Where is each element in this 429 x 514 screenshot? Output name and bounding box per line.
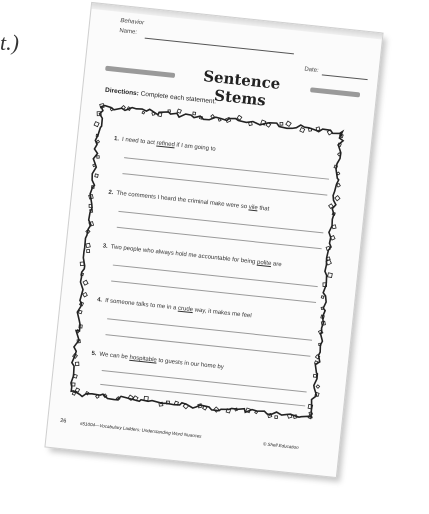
frame-doodle [144,396,148,400]
frame-doodle [249,122,253,126]
frame-doodle [94,122,99,127]
frame-doodle [83,280,88,285]
category-label: Behavior [120,18,145,27]
date-label: Date: [304,66,319,74]
vocab-word: vile [248,204,258,212]
frame-doodle [93,164,96,167]
frame-doodle [97,140,100,143]
frame-doodle [319,343,321,345]
item-text-after: are [270,261,282,269]
frame-doodle [95,174,98,177]
vocab-word: refined [156,140,176,149]
name-blank-line [145,38,294,55]
frame-doodle [193,112,196,115]
frame-doodle [159,402,163,406]
frame-doodle [73,374,77,378]
frame-doodle [313,374,316,377]
item-text-before: Two people who always hold me accountable for being [110,244,258,266]
item-number: 1. [113,136,120,143]
name-label: Name: [119,27,138,36]
directions-text: Complete each statement. [140,90,217,106]
frame-doodle [218,119,221,122]
decorative-frame [65,100,349,425]
frame-doodle [280,122,283,125]
frame-doodle [97,156,99,158]
item-text-after: if I am going to [174,142,216,153]
vocab-word: polite [256,259,272,268]
title-rule-left [105,66,175,78]
frame-doodle [314,361,317,364]
frame-doodle [110,108,113,111]
frame-doodle [316,127,320,131]
margin-text-fragment: t.) [0,30,19,55]
frame-doodle [75,362,79,366]
frame-doodle [255,411,258,414]
frame-doodle [72,392,75,395]
frame-doodle [142,111,145,114]
frame-doodle [152,112,155,115]
frame-doodle [261,120,266,125]
item-text-before: The comments I heard the criminal make were so [116,190,249,211]
footer-copyright: © Shell Education [262,441,299,450]
frame-doodle [321,307,324,310]
frame-doodle [286,121,291,126]
frame-doodle [174,401,178,405]
frame-doodle [72,383,75,386]
frame-doodle [177,109,181,113]
frame-doodle [328,273,333,278]
vocab-word: hospitable [129,354,158,364]
footer-page-number: 26 [59,417,67,425]
frame-doodle [326,246,330,250]
frame-doodle [321,296,324,299]
item-number: 3. [102,243,109,250]
frame-doodle [337,172,340,175]
frame-doodle [87,250,90,253]
title-bar [104,57,361,110]
item-text-before: If someone talks to me in a [104,297,179,312]
vocab-word: crude [177,305,194,314]
item-text-after: to guests in our home by [156,357,225,371]
frame-doodle [226,409,230,413]
directions-label: Directions: [104,86,140,98]
frame-doodle [331,236,336,241]
frame-doodle [316,385,320,389]
frame-doodle [287,414,292,419]
item-text-before: I need to act [121,136,157,147]
frame-doodle [332,225,336,229]
frame-doodle [300,128,305,133]
page-title: Sentence Stems [202,67,282,110]
footer-series-title: #51004—Vocabulary Ladders: Understanding Word Nuances [79,421,202,439]
frame-doodle [308,404,313,409]
frame-doodle [75,388,79,392]
title-rule-right [310,87,360,97]
frame-doodle [308,128,311,131]
item-number: 5. [91,350,97,358]
frame-doodle [335,196,340,201]
frame-doodle [86,243,90,247]
item-number: 2. [108,189,114,197]
frame-doodle [83,292,87,296]
item-text-before: We can be [99,351,130,361]
frame-doodle [158,113,162,117]
frame-doodle [80,262,84,266]
worksheet-page [44,2,383,478]
item-number: 4. [96,297,103,304]
item-text-after: way, it makes me feel [192,307,252,320]
item-text-after: that [257,205,270,213]
frame-doodle [275,416,278,419]
frame-doodle [78,310,82,314]
frame-doodle [168,110,171,113]
